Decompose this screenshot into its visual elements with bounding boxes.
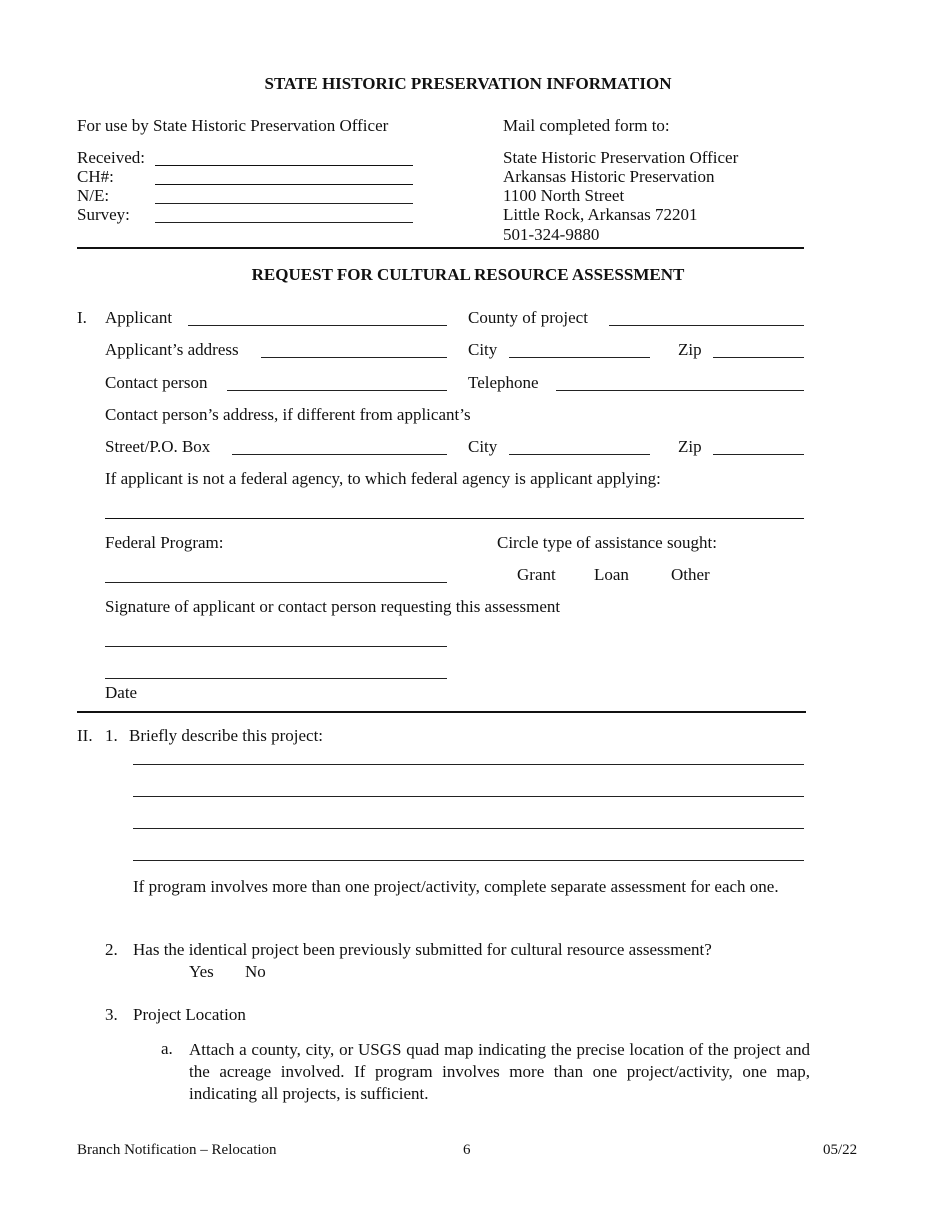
applicant-address-label: Applicant’s address (105, 340, 239, 359)
question-3-text: Project Location (133, 1005, 246, 1024)
description-line[interactable] (133, 860, 804, 861)
received-label: Received: (77, 148, 145, 167)
section-divider (77, 711, 806, 713)
question-2-text: Has the identical project been previously submitted for cultural resource assessment? (133, 940, 712, 959)
zip-field[interactable] (713, 357, 804, 358)
header-divider (77, 247, 804, 249)
request-title: REQUEST FOR CULTURAL RESOURCE ASSESSMENT (251, 265, 685, 284)
federal-program-field[interactable] (105, 582, 447, 583)
county-field[interactable] (609, 325, 804, 326)
no-option[interactable]: No (245, 962, 266, 981)
address-line: Little Rock, Arkansas 72201 (503, 205, 698, 224)
city-label: City (468, 437, 498, 456)
loan-option[interactable]: Loan (594, 565, 629, 584)
federal-agency-field[interactable] (105, 518, 804, 519)
officer-use-label: For use by State Historic Preservation Officer (77, 116, 389, 135)
page-title: STATE HISTORIC PRESERVATION INFORMATION (264, 74, 672, 93)
description-line[interactable] (133, 796, 804, 797)
address-line: 501-324-9880 (503, 225, 600, 244)
ne-label: N/E: (77, 186, 110, 205)
applicant-field[interactable] (188, 325, 447, 326)
footer-date: 05/22 (823, 1142, 858, 1158)
city-field-2[interactable] (509, 454, 650, 455)
applicant-label: Applicant (105, 308, 173, 327)
federal-program-label: Federal Program: (105, 533, 224, 552)
ch-field[interactable] (155, 184, 413, 185)
street-label: Street/P.O. Box (105, 437, 211, 456)
survey-field[interactable] (155, 222, 413, 223)
section-i-numeral: I. (77, 308, 87, 327)
question-1-text: Briefly describe this project: (129, 726, 324, 745)
address-line: 1100 North Street (503, 186, 625, 205)
other-option[interactable]: Other (671, 565, 710, 584)
zip-label: Zip (678, 340, 702, 359)
page-number: 6 (463, 1142, 471, 1158)
federal-agency-question: If applicant is not a federal agency, to which federal agency is applicant applying: (105, 469, 661, 488)
section-ii-numeral: II. (77, 726, 93, 745)
item-a-letter: a. (161, 1039, 173, 1058)
assistance-type-label: Circle type of assistance sought: (497, 533, 718, 552)
received-field[interactable] (155, 165, 413, 166)
county-label: County of project (468, 308, 588, 327)
contact-label: Contact person (105, 373, 208, 392)
signature-field[interactable] (105, 646, 447, 647)
date-label: Date (105, 683, 138, 702)
contact-field[interactable] (227, 390, 447, 391)
zip-field-2[interactable] (713, 454, 804, 455)
telephone-label: Telephone (468, 373, 539, 392)
contact-address-note: Contact person’s address, if different from applicant’s (105, 405, 471, 424)
signature-label: Signature of applicant or contact person requesting this assessment (105, 597, 561, 616)
description-line[interactable] (133, 764, 804, 765)
question-1-number: 1. (105, 726, 118, 745)
applicant-address-field[interactable] (261, 357, 447, 358)
yes-option[interactable]: Yes (189, 962, 214, 981)
footer-title: Branch Notification – Relocation (77, 1142, 277, 1158)
ch-label: CH#: (77, 167, 114, 186)
street-field[interactable] (232, 454, 447, 455)
survey-label: Survey: (77, 205, 130, 224)
zip-label: Zip (678, 437, 702, 456)
grant-option[interactable]: Grant (517, 565, 556, 584)
question-2-number: 2. (105, 940, 118, 959)
address-line: Arkansas Historic Preservation (503, 167, 715, 186)
description-line[interactable] (133, 828, 804, 829)
ne-field[interactable] (155, 203, 413, 204)
address-line: State Historic Preservation Officer (503, 148, 739, 167)
city-label: City (468, 340, 498, 359)
telephone-field[interactable] (556, 390, 804, 391)
date-field[interactable] (105, 678, 447, 679)
item-a-text: Attach a county, city, or USGS quad map indicating the precise location of the project and the acreage involved. If program involves more than one project/activity, one map, indicating all projects, is sufficient. (189, 1040, 810, 1103)
question-3-number: 3. (105, 1005, 118, 1024)
multi-project-note: If program involves more than one project/activity, complete separate assessment for each one. (133, 877, 779, 896)
mail-to-label: Mail completed form to: (503, 116, 670, 135)
city-field[interactable] (509, 357, 650, 358)
